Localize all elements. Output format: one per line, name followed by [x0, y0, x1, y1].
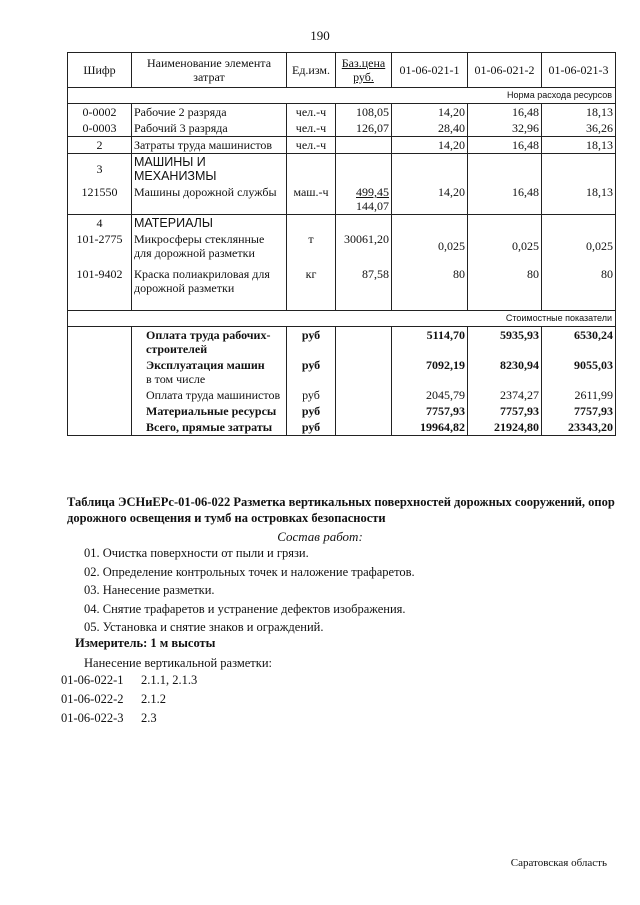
cell-value: 28,40: [392, 120, 468, 137]
summary-name: Оплата труда машинистов: [132, 387, 287, 403]
summary-unit: руб: [287, 387, 336, 403]
cell-value: 18,13: [542, 137, 616, 154]
cell-unit: кг: [287, 261, 336, 296]
summary-value: 7757,93: [542, 403, 616, 419]
resource-norms-table: [67, 52, 616, 436]
section-title: МАШИНЫ И МЕХАНИЗМЫ: [132, 154, 287, 185]
cell-value: 14,20: [392, 104, 468, 121]
header-price: Баз.цена руб.: [336, 53, 392, 88]
cell-code: 0-0003: [68, 120, 132, 137]
summary-value: 8230,94: [468, 357, 542, 387]
table-row: [68, 120, 616, 137]
cell-value: 32,96: [468, 120, 542, 137]
cell-name: Краска полиакриловая для дорожной разметки: [132, 261, 287, 296]
cell-code: 121550: [68, 184, 132, 215]
code-row: [61, 709, 197, 728]
code-id: 01-06-022-1: [61, 673, 124, 687]
summary-row: [68, 327, 616, 358]
cell-unit: маш.-ч: [287, 184, 336, 215]
cell-value: 80: [542, 261, 616, 296]
cell-name: Машины дорожной службы: [132, 184, 287, 215]
cell-code: 101-2775: [68, 231, 132, 261]
code-id: 01-06-022-2: [61, 692, 124, 706]
cell-code: 2: [68, 137, 132, 154]
cell-price: 499,45 144,07: [336, 184, 392, 215]
section-code: 3: [68, 154, 132, 185]
summary-value: 2374,27: [468, 387, 542, 403]
table-row: [68, 231, 616, 261]
norm-caption: Норма расхода ресурсов: [68, 88, 616, 104]
summary-value: 6530,24: [542, 327, 616, 358]
cell-price: [336, 137, 392, 154]
cell-code: 101-9402: [68, 261, 132, 296]
list-item: 03. Нанесение разметки.: [84, 583, 215, 597]
summary-value: 7757,93: [392, 403, 468, 419]
summary-name: Оплата труда рабочих-строителей: [132, 327, 287, 358]
cell-value: 80: [468, 261, 542, 296]
cell-value: 16,48: [468, 137, 542, 154]
header-col1: 01-06-021-1: [392, 53, 468, 88]
cell-name: Затраты труда машинистов: [132, 137, 287, 154]
cost-caption: Стоимостные показатели: [68, 311, 616, 327]
summary-row: [68, 357, 616, 387]
summary-value: 21924,80: [468, 419, 542, 436]
cell-name: Рабочие 2 разряда: [132, 104, 287, 121]
summary-unit: руб: [287, 419, 336, 436]
cell-value: 16,48: [468, 104, 542, 121]
summary-row: [68, 419, 616, 436]
cell-price: 108,05: [336, 104, 392, 121]
cell-value: 16,48: [468, 184, 542, 215]
summary-unit: руб: [287, 327, 336, 358]
header-code: Шифр: [68, 53, 132, 88]
section-title: МАТЕРИАЛЫ: [132, 215, 287, 232]
cell-price: 30061,20: [336, 231, 392, 261]
summary-value: 7757,93: [468, 403, 542, 419]
summary-name: Всего, прямые затраты: [132, 419, 287, 436]
cell-unit: чел.-ч: [287, 137, 336, 154]
table-row: [68, 261, 616, 296]
work-list: [84, 544, 415, 637]
cell-unit: т: [287, 231, 336, 261]
code-row: [61, 671, 197, 690]
summary-name: Эксплуатация машин в том числе: [132, 357, 287, 387]
summary-unit: руб: [287, 357, 336, 387]
spacer-row: [68, 296, 616, 311]
summary-row: [68, 403, 616, 419]
cell-value: 80: [392, 261, 468, 296]
cell-value: 14,20: [392, 137, 468, 154]
table-title: Таблица ЭСНиЕРс-01-06-022 Разметка вертикальных поверхностей дорожных сооружений, опор дорожного освещения и тумб на островках безопасности: [67, 495, 615, 525]
summary-value: 5935,93: [468, 327, 542, 358]
summary-value: 7092,19: [392, 357, 468, 387]
cell-value: 0,025: [392, 231, 468, 261]
summary-value: 9055,03: [542, 357, 616, 387]
list-item: 05. Установка и снятие знаков и ограждений.: [84, 620, 324, 634]
code-list: [61, 671, 197, 728]
table-row: [68, 137, 616, 154]
code-row: [61, 690, 197, 709]
cell-name: Рабочий 3 разряда: [132, 120, 287, 137]
cell-value: 14,20: [392, 184, 468, 215]
code-desc: 2.1.2: [141, 692, 166, 706]
cost-caption-row: [68, 311, 616, 327]
cell-value: 18,13: [542, 104, 616, 121]
code-id: 01-06-022-3: [61, 711, 124, 725]
cell-price: 87,58: [336, 261, 392, 296]
section-row-machines: [68, 154, 616, 185]
cell-name: Микросферы стеклянные для дорожной разметки: [132, 231, 287, 261]
section-code: 4: [68, 215, 132, 232]
summary-row: [68, 387, 616, 403]
header-col2: 01-06-021-2: [468, 53, 542, 88]
page-number: 190: [310, 28, 330, 43]
cell-code: 0-0002: [68, 104, 132, 121]
cell-unit: чел.-ч: [287, 120, 336, 137]
list-item: 04. Снятие трафаретов и устранение дефектов изображения.: [84, 601, 406, 616]
code-desc: 2.1.1, 2.1.3: [141, 673, 198, 687]
summary-value: 5114,70: [392, 327, 468, 358]
footer-region: Саратовская область: [510, 857, 607, 869]
summary-name: Материальные ресурсы: [132, 403, 287, 419]
header-unit: Ед.изм.: [287, 53, 336, 88]
cell-unit: чел.-ч: [287, 104, 336, 121]
cell-value: 0,025: [468, 231, 542, 261]
marking-heading: Нанесение вертикальной разметки:: [84, 656, 272, 670]
cell-value: 18,13: [542, 184, 616, 215]
list-item: 01. Очистка поверхности от пыли и грязи.: [84, 546, 309, 560]
table-row: [68, 184, 616, 215]
code-desc: 2.3: [141, 711, 157, 725]
norm-caption-row: [68, 88, 616, 104]
table-row: [68, 104, 616, 121]
cell-value: 36,26: [542, 120, 616, 137]
summary-value: 19964,82: [392, 419, 468, 436]
composition-label: Состав работ:: [277, 529, 363, 544]
summary-value: 2045,79: [392, 387, 468, 403]
table-header-row: [68, 53, 616, 88]
summary-value: 2611,99: [542, 387, 616, 403]
measure-unit: Измеритель: 1 м высоты: [75, 636, 216, 650]
header-name: Наименование элемента затрат: [132, 53, 287, 88]
cell-value: 0,025: [542, 231, 616, 261]
summary-value: 23343,20: [542, 419, 616, 436]
summary-unit: руб: [287, 403, 336, 419]
list-item: 02. Определение контрольных точек и наложение трафаретов.: [84, 564, 415, 579]
header-col3: 01-06-021-3: [542, 53, 616, 88]
cell-price: 126,07: [336, 120, 392, 137]
section-row-materials: [68, 215, 616, 232]
